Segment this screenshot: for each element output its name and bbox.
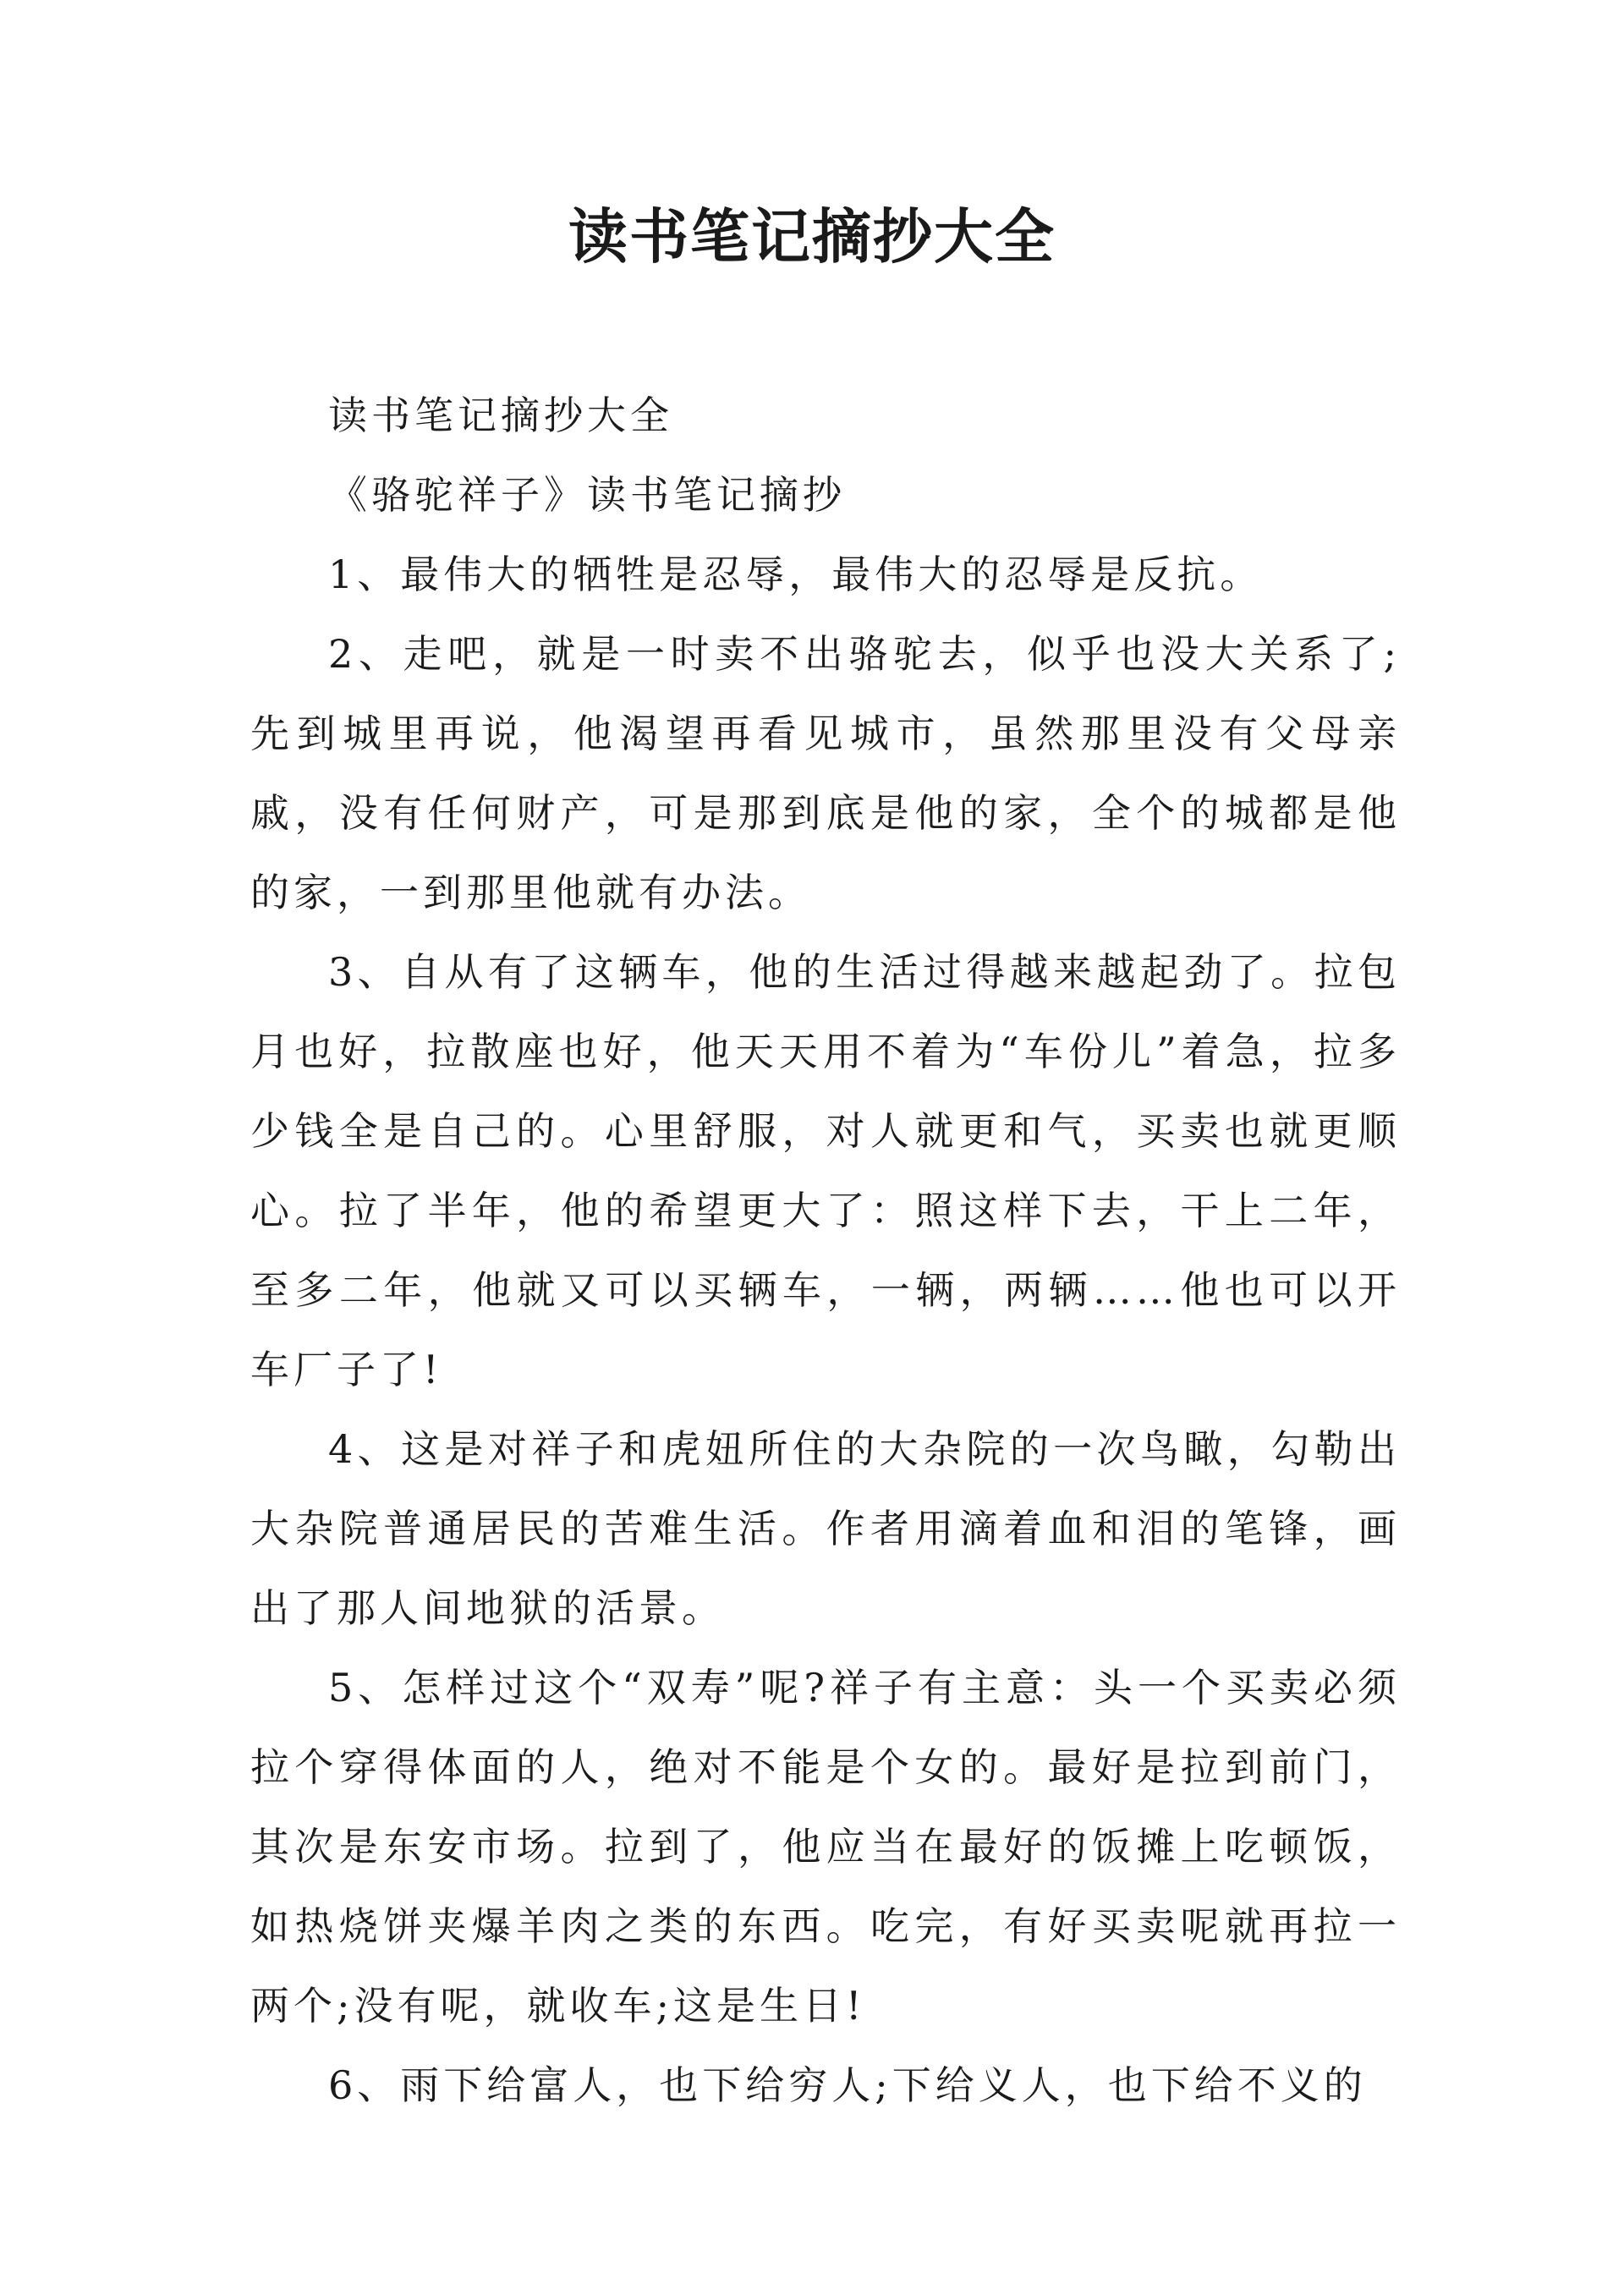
paragraph-quote-2: 2、走吧，就是一时卖不出骆驼去，似乎也没大关系了;先到城里再说，他渴望再看见城市，虽然那里没有父母亲戚，没有任何财产，可是那到底是他的家，全个的城都是他的家，一到那里他就有办法。 <box>250 631 1401 915</box>
paragraph-quote-5: 5、怎样过这个“双寿”呢?祥子有主意：头一个买卖必须拉个穿得体面的人，绝对不能是个女的。最好是拉到前门，其次是东安市场。拉到了，他应当在最好的饭摊上吃顿饭，如热烧饼夹爆羊肉之类的东西。吃完，有好买卖呢就再拉一两个;没有呢，就收车;这是生日! <box>250 1665 1401 2029</box>
document-body <box>250 376 1401 2125</box>
paragraph-quote-6: 6、雨下给富人，也下给穷人;下给义人，也下给不义的 <box>328 2062 1367 2108</box>
paragraph-quote-3: 3、自从有了这辆车，他的生活过得越来越起劲了。拉包月也好，拉散座也好，他天天用不着为“车份儿”着急，拉多少钱全是自己的。心里舒服，对人就更和气，买卖也就更顺心。拉了半年，他的希望更大了：照这样下去，干上二年，至多二年，他就又可以买辆车，一辆，两辆……他也可以开车厂子了! <box>250 949 1401 1392</box>
paragraph-quote-4: 4、这是对祥子和虎妞所住的大杂院的一次鸟瞰，勾勒出大杂院普通居民的苦难生活。作者用滴着血和泪的笔锋，画出了那人间地狱的活景。 <box>250 1426 1401 1631</box>
paragraph-book-heading: 《骆驼祥子》读书笔记摘抄 <box>328 472 846 518</box>
paragraph-subtitle: 读书笔记摘抄大全 <box>328 393 673 438</box>
document-title: 读书笔记摘抄大全 <box>568 201 1056 272</box>
paragraph-quote-1: 1、最伟大的牺牲是忍辱，最伟大的忍辱是反抗。 <box>328 552 1264 597</box>
